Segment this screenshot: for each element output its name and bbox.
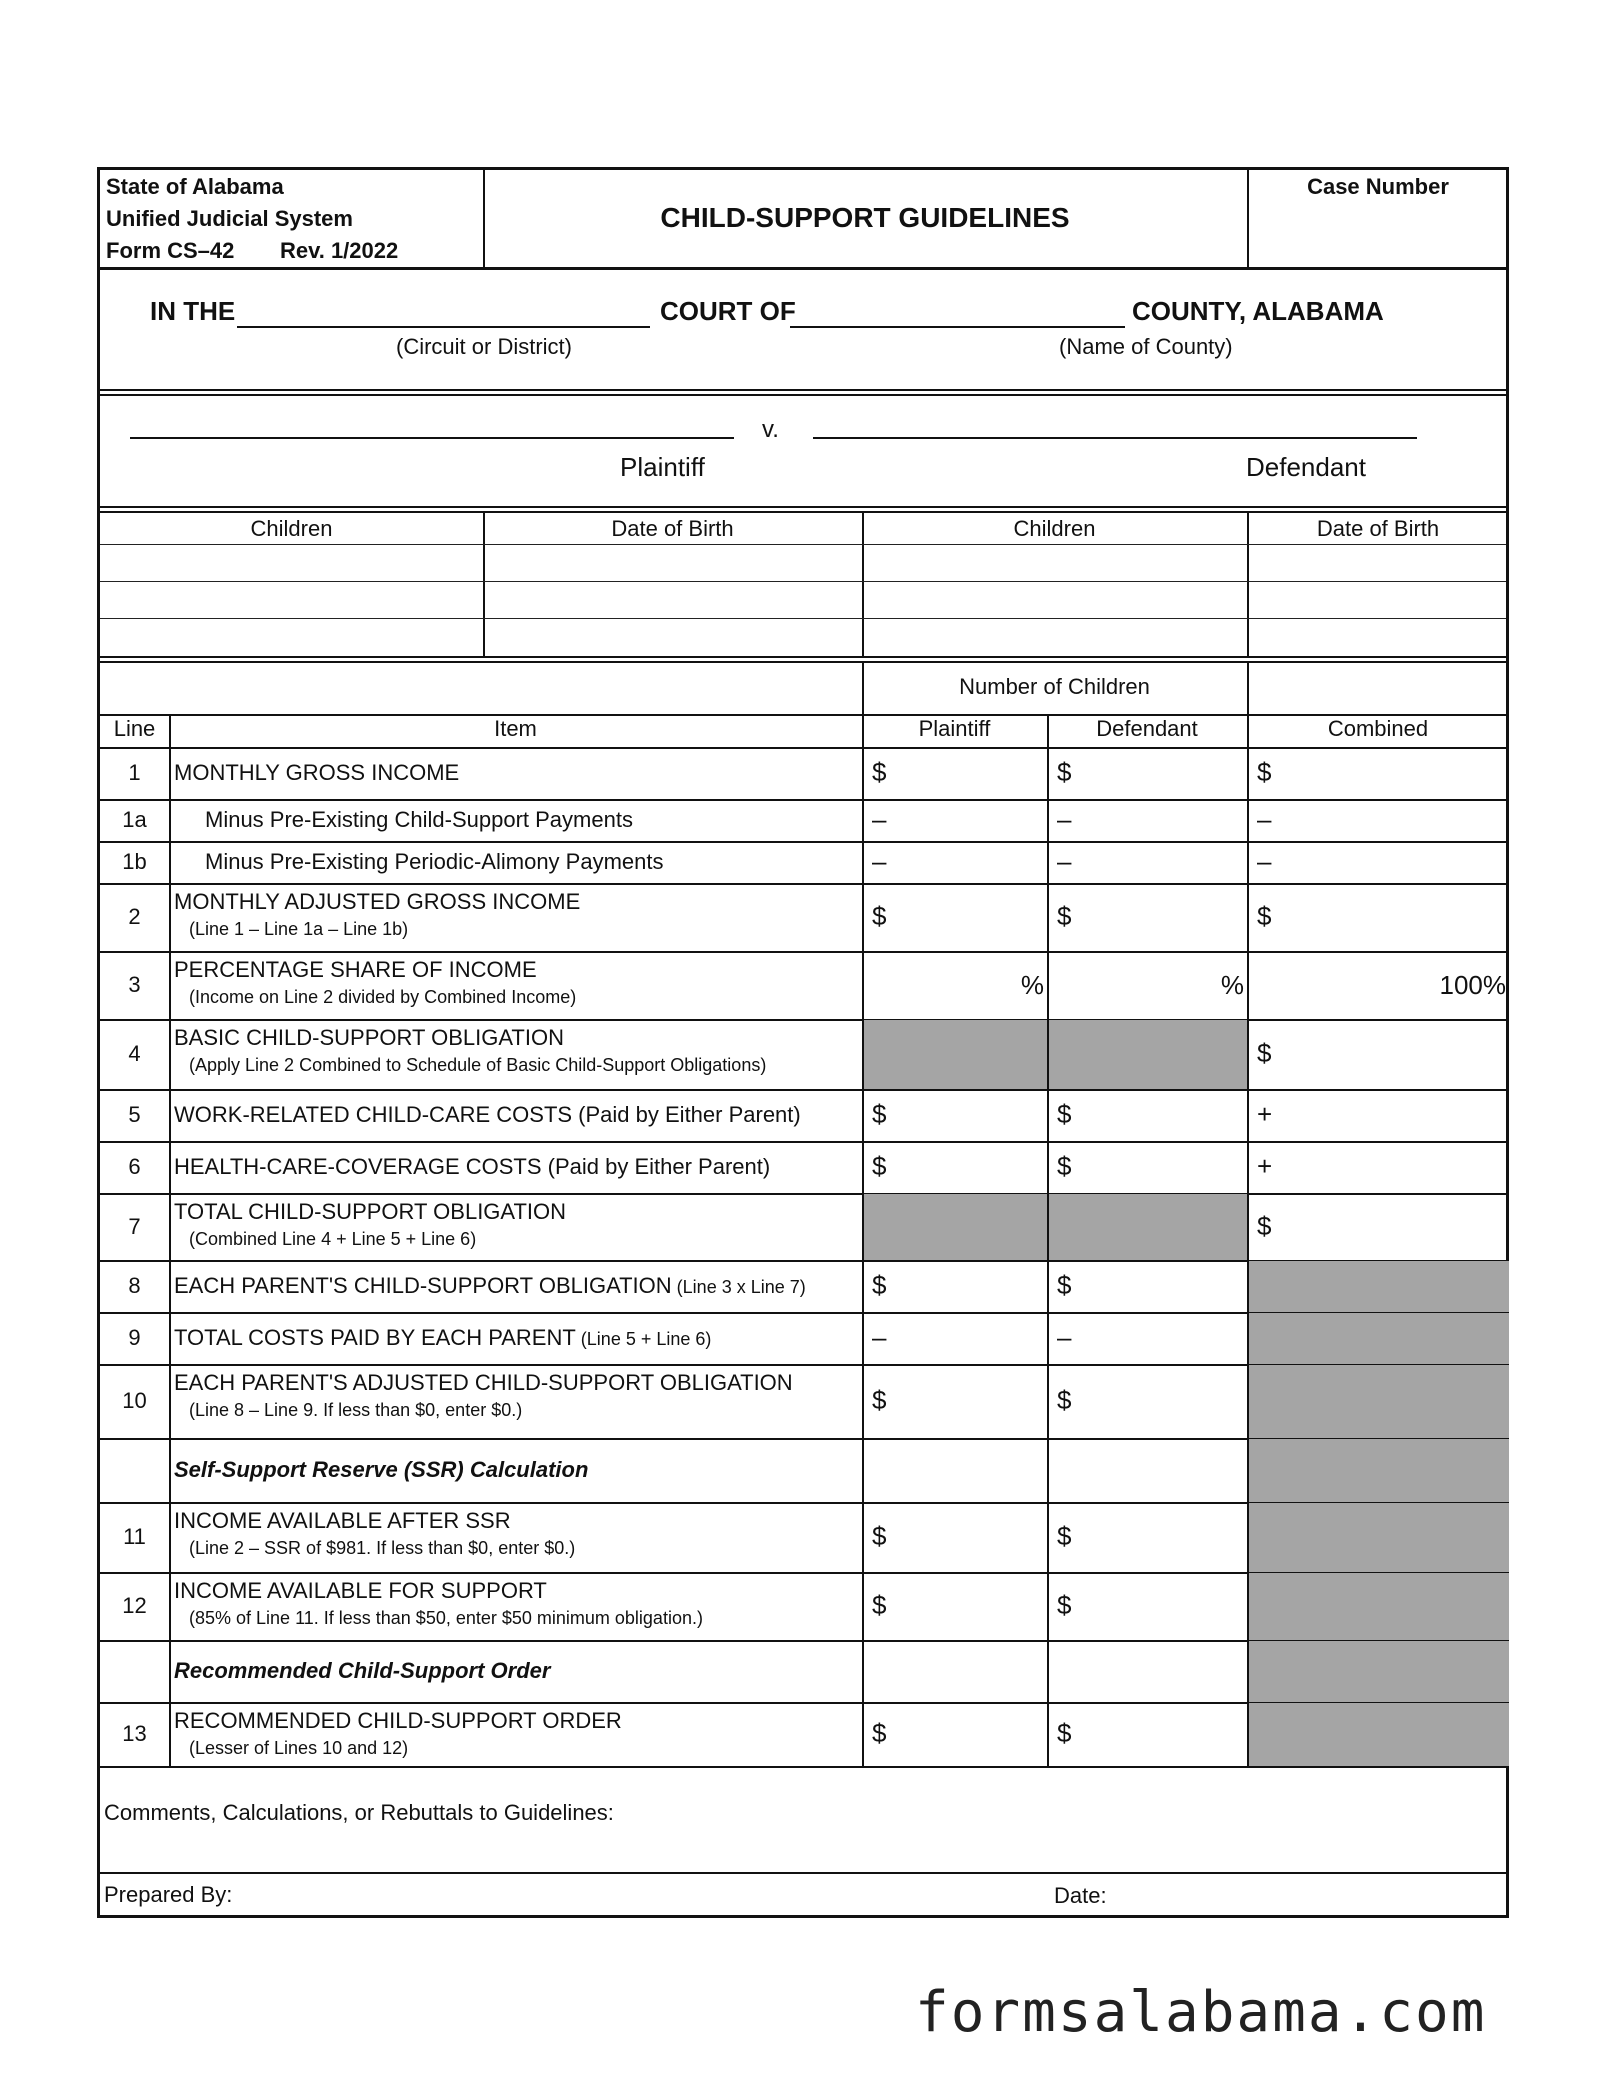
divider [1247,714,1249,1766]
amount-cell: 100% [1439,970,1506,1000]
amount-cell: $ [1057,1099,1072,1129]
amount-cell: $ [872,1270,887,1300]
divider [1247,661,1249,715]
amount-cell: $ [1057,1385,1072,1415]
prepared-by-label: Prepared By: [104,1882,233,1907]
shaded-cell [1248,1573,1509,1640]
divider [100,1872,1506,1874]
line-label: Minus Pre-Existing Child-Support Payments [205,807,633,832]
amount-cell: – [1057,804,1072,834]
form-title: CHILD-SUPPORT GUIDELINES [660,202,1070,233]
line-number: 8 [128,1273,141,1298]
dob-header: Date of Birth [611,516,734,541]
county-alabama-label: COUNTY, ALABAMA [1132,296,1384,326]
line-label: Minus Pre-Existing Periodic-Alimony Payments [205,849,664,874]
number-of-children-label: Number of Children [959,674,1150,699]
amount-cell: $ [1257,1210,1272,1241]
amount-cell: $ [1257,757,1272,787]
child-name-field[interactable] [866,621,1247,657]
shaded-cell [1248,1439,1509,1502]
divider [100,506,1506,508]
line-label: EACH PARENT'S ADJUSTED CHILD-SUPPORT OBLIGATION [174,1370,793,1395]
line-formula: (Line 3 x Line 7) [671,1277,806,1297]
child-support-form [97,167,1509,1918]
divider [100,747,1506,749]
divider [100,544,1506,545]
child-dob-field[interactable] [487,621,862,657]
children-header: Children [250,516,333,541]
divider [100,1019,1506,1021]
column-header-defendant: Defendant [1096,716,1198,741]
divider [862,714,864,1766]
line-formula: (Line 5 + Line 6) [575,1329,712,1349]
amount-cell: % [1020,970,1044,1000]
line-number: 11 [123,1524,146,1549]
divider [100,1141,1506,1143]
child-name-field[interactable] [866,547,1247,581]
divider [100,799,1506,801]
amount-field[interactable] [1085,1506,1209,1570]
versus-label: v. [762,416,779,443]
divider [100,1766,1506,1768]
in-the-label: IN THE [150,296,236,326]
child-dob-field[interactable] [487,584,862,618]
state-label: State of Alabama [106,174,284,199]
shaded-cell [1248,1261,1509,1312]
defendant-label: Defendant [1246,452,1366,482]
line-number: 10 [122,1388,147,1413]
divider [100,618,1506,619]
form-number: Form CS–42 [106,238,235,263]
dob-header: Date of Birth [1316,516,1440,541]
county-hint: (Name of County) [1059,334,1233,359]
child-dob-field[interactable] [1251,621,1509,657]
line-formula: (Line 1 – Line 1a – Line 1b) [189,919,409,939]
column-header-plaintiff: Plaintiff [918,716,991,741]
amount-cell: – [1057,1322,1072,1352]
line-number: 6 [128,1154,141,1179]
amount-field[interactable] [1085,887,1209,949]
amount-cell: $ [1057,1151,1072,1181]
line-formula: (85% of Line 11. If less than $50, enter $50 minimum obligation.) [189,1608,703,1628]
revision-label: Rev. 1/2022 [280,238,399,263]
divider [100,511,1506,513]
amount-field[interactable] [1085,1576,1209,1638]
amount-field[interactable] [1285,1145,1471,1191]
line-number: 5 [128,1102,141,1127]
amount-cell: – [872,1322,887,1352]
line-label: RECOMMENDED CHILD-SUPPORT ORDER [174,1708,622,1733]
column-header-item: Item [494,716,537,741]
line-label: HEALTH-CARE-COVERAGE COSTS (Paid by Either Parent) [174,1154,771,1179]
amount-field[interactable] [1085,1093,1209,1139]
line-label: MONTHLY ADJUSTED GROSS INCOME [174,889,581,914]
divider [100,951,1506,953]
amount-field[interactable] [1085,1368,1209,1436]
amount-cell: $ [1257,1038,1272,1068]
line-label: PERCENTAGE SHARE OF INCOME [174,957,537,982]
watermark: formsalabama.com [915,1980,1487,2045]
amount-field[interactable] [900,1706,1009,1764]
child-name-field[interactable] [104,621,483,657]
amount-field[interactable] [900,887,1009,949]
line-label: WORK-RELATED CHILD-CARE COSTS (Paid by Either Parent) [174,1102,801,1127]
amount-field[interactable] [1085,845,1209,881]
amount-field[interactable] [900,1093,1009,1139]
line-number: 1 [128,760,141,785]
amount-field[interactable] [900,1316,1009,1362]
line-number: 2 [128,904,141,929]
line-number: 3 [128,972,141,997]
divider [100,394,1506,396]
shaded-cell [863,1194,1047,1260]
prepared-by-field[interactable] [260,1878,824,1916]
child-name-field[interactable] [104,584,483,618]
amount-cell: $ [1057,1590,1072,1620]
case-number-label: Case Number [1307,174,1449,199]
amount-field[interactable] [900,1145,1009,1191]
amount-cell: $ [872,1521,887,1551]
line-label: TOTAL COSTS PAID BY EACH PARENT (Line 5 + Line 6) [174,1325,712,1350]
line-label: INCOME AVAILABLE AFTER SSR [174,1508,511,1533]
shaded-cell [1248,1703,1509,1766]
amount-field[interactable] [900,803,1009,839]
amount-field[interactable] [1285,803,1471,839]
amount-field[interactable] [900,1576,1009,1638]
amount-field[interactable] [1085,955,1209,1017]
line-number: 13 [122,1721,147,1746]
amount-cell: $ [1057,1521,1072,1551]
case-number-field[interactable] [1252,210,1506,262]
amount-field[interactable] [900,845,1009,881]
divider [1047,714,1049,1766]
amount-field[interactable] [1085,1316,1209,1362]
section-heading: Self-Support Reserve (SSR) Calculation [174,1457,589,1482]
county-blank[interactable] [790,326,1125,328]
divider [100,883,1506,885]
line-formula: (Line 2 – SSR of $981. If less than $0, enter $0.) [189,1538,576,1558]
divider [100,1089,1506,1091]
amount-field[interactable] [1285,887,1471,949]
amount-field[interactable] [900,1264,1009,1310]
divider [100,389,1506,391]
shaded-cell [1248,1313,1509,1364]
amount-field[interactable] [1285,1023,1471,1087]
amount-cell: $ [1257,901,1272,931]
line-number: 9 [128,1325,141,1350]
amount-field[interactable] [900,1368,1009,1436]
amount-cell: $ [872,1151,887,1181]
amount-cell: – [872,804,887,834]
line-number: 7 [128,1213,141,1239]
date-field[interactable] [1120,1878,1504,1916]
divider [169,714,171,1766]
amount-cell: – [872,846,887,876]
number-of-children-field[interactable] [1251,666,1509,712]
divider [100,841,1506,843]
amount-field[interactable] [900,1506,1009,1570]
line-number: 4 [128,1041,141,1066]
line-number: 1a [122,807,147,832]
line-label: MONTHLY GROSS INCOME [174,760,460,785]
line-formula: (Lesser of Lines 10 and 12) [189,1738,409,1758]
plaintiff-name-blank[interactable] [130,437,734,439]
amount-field[interactable] [1285,1093,1471,1139]
children-header: Children [1013,516,1096,541]
comments-field[interactable] [700,1790,1504,1856]
amount-cell: $ [872,1590,887,1620]
court-type-blank[interactable] [237,326,650,328]
amount-field[interactable] [900,751,1009,797]
amount-cell: $ [872,757,887,787]
amount-cell: – [1257,804,1272,834]
amount-cell: $ [872,1385,887,1415]
system-label: Unified Judicial System [106,206,353,231]
amount-cell: $ [1057,1270,1072,1300]
plaintiff-label: Plaintiff [620,452,705,482]
amount-cell: + [1257,1151,1273,1181]
line-formula: (Apply Line 2 Combined to Schedule of Basic Child-Support Obligations) [189,1055,767,1075]
line-formula: (Income on Line 2 divided by Combined Income) [189,987,577,1007]
shaded-cell [1248,1641,1509,1702]
line-label: EACH PARENT'S CHILD-SUPPORT OBLIGATION (Line 3 x Line 7) [174,1273,806,1298]
defendant-name-blank[interactable] [813,437,1417,439]
amount-field[interactable] [1285,955,1471,1017]
divider [100,661,1506,663]
line-number: 1b [122,849,147,874]
amount-field[interactable] [1085,803,1209,839]
child-dob-field[interactable] [487,547,862,581]
line-number: 12 [122,1593,147,1618]
divider [100,656,1506,658]
amount-cell: – [1257,846,1272,876]
amount-cell: $ [1057,901,1072,931]
child-name-field[interactable] [866,584,1247,618]
date-label: Date: [1054,1883,1107,1908]
shaded-cell [1248,1503,1509,1572]
line-formula: (Combined Line 4 + Line 5 + Line 6) [189,1229,477,1249]
amount-cell: % [1220,970,1244,1000]
divider [100,1193,1506,1195]
amount-cell: $ [1057,1718,1072,1748]
circuit-hint: (Circuit or District) [396,334,572,359]
amount-field[interactable] [1085,1145,1209,1191]
amount-field[interactable] [1085,751,1209,797]
child-name-field[interactable] [104,547,483,581]
amount-field[interactable] [900,955,1009,1017]
divider [100,581,1506,582]
comments-label: Comments, Calculations, or Rebuttals to Guidelines: [104,1800,614,1825]
shaded-cell [863,1020,1047,1089]
amount-field[interactable] [1085,1706,1209,1764]
court-of-label: COURT OF [660,296,796,326]
shaded-cell [1248,1365,1509,1438]
amount-cell: $ [1057,757,1072,787]
column-header-combined: Combined [1327,716,1429,741]
amount-field[interactable] [1285,751,1471,797]
divider [100,267,1506,270]
child-dob-field[interactable] [1251,584,1509,618]
amount-field[interactable] [1285,1197,1471,1258]
shaded-cell [1048,1194,1247,1260]
section-heading: Recommended Child-Support Order [174,1658,551,1683]
amount-cell: $ [872,1099,887,1129]
amount-cell: + [1257,1099,1273,1129]
amount-field[interactable] [1285,845,1471,881]
shaded-cell [1048,1020,1247,1089]
amount-field[interactable] [1085,1264,1209,1310]
amount-cell: – [1057,846,1072,876]
line-label: INCOME AVAILABLE FOR SUPPORT [174,1578,547,1603]
line-label: TOTAL CHILD-SUPPORT OBLIGATION [174,1199,567,1224]
line-formula: (Line 8 – Line 9. If less than $0, enter $0.) [189,1400,523,1420]
line-label: BASIC CHILD-SUPPORT OBLIGATION [174,1025,564,1050]
amount-cell: $ [872,901,887,931]
child-dob-field[interactable] [1251,547,1509,581]
column-header-line: Line [113,716,156,741]
amount-cell: $ [872,1718,887,1748]
